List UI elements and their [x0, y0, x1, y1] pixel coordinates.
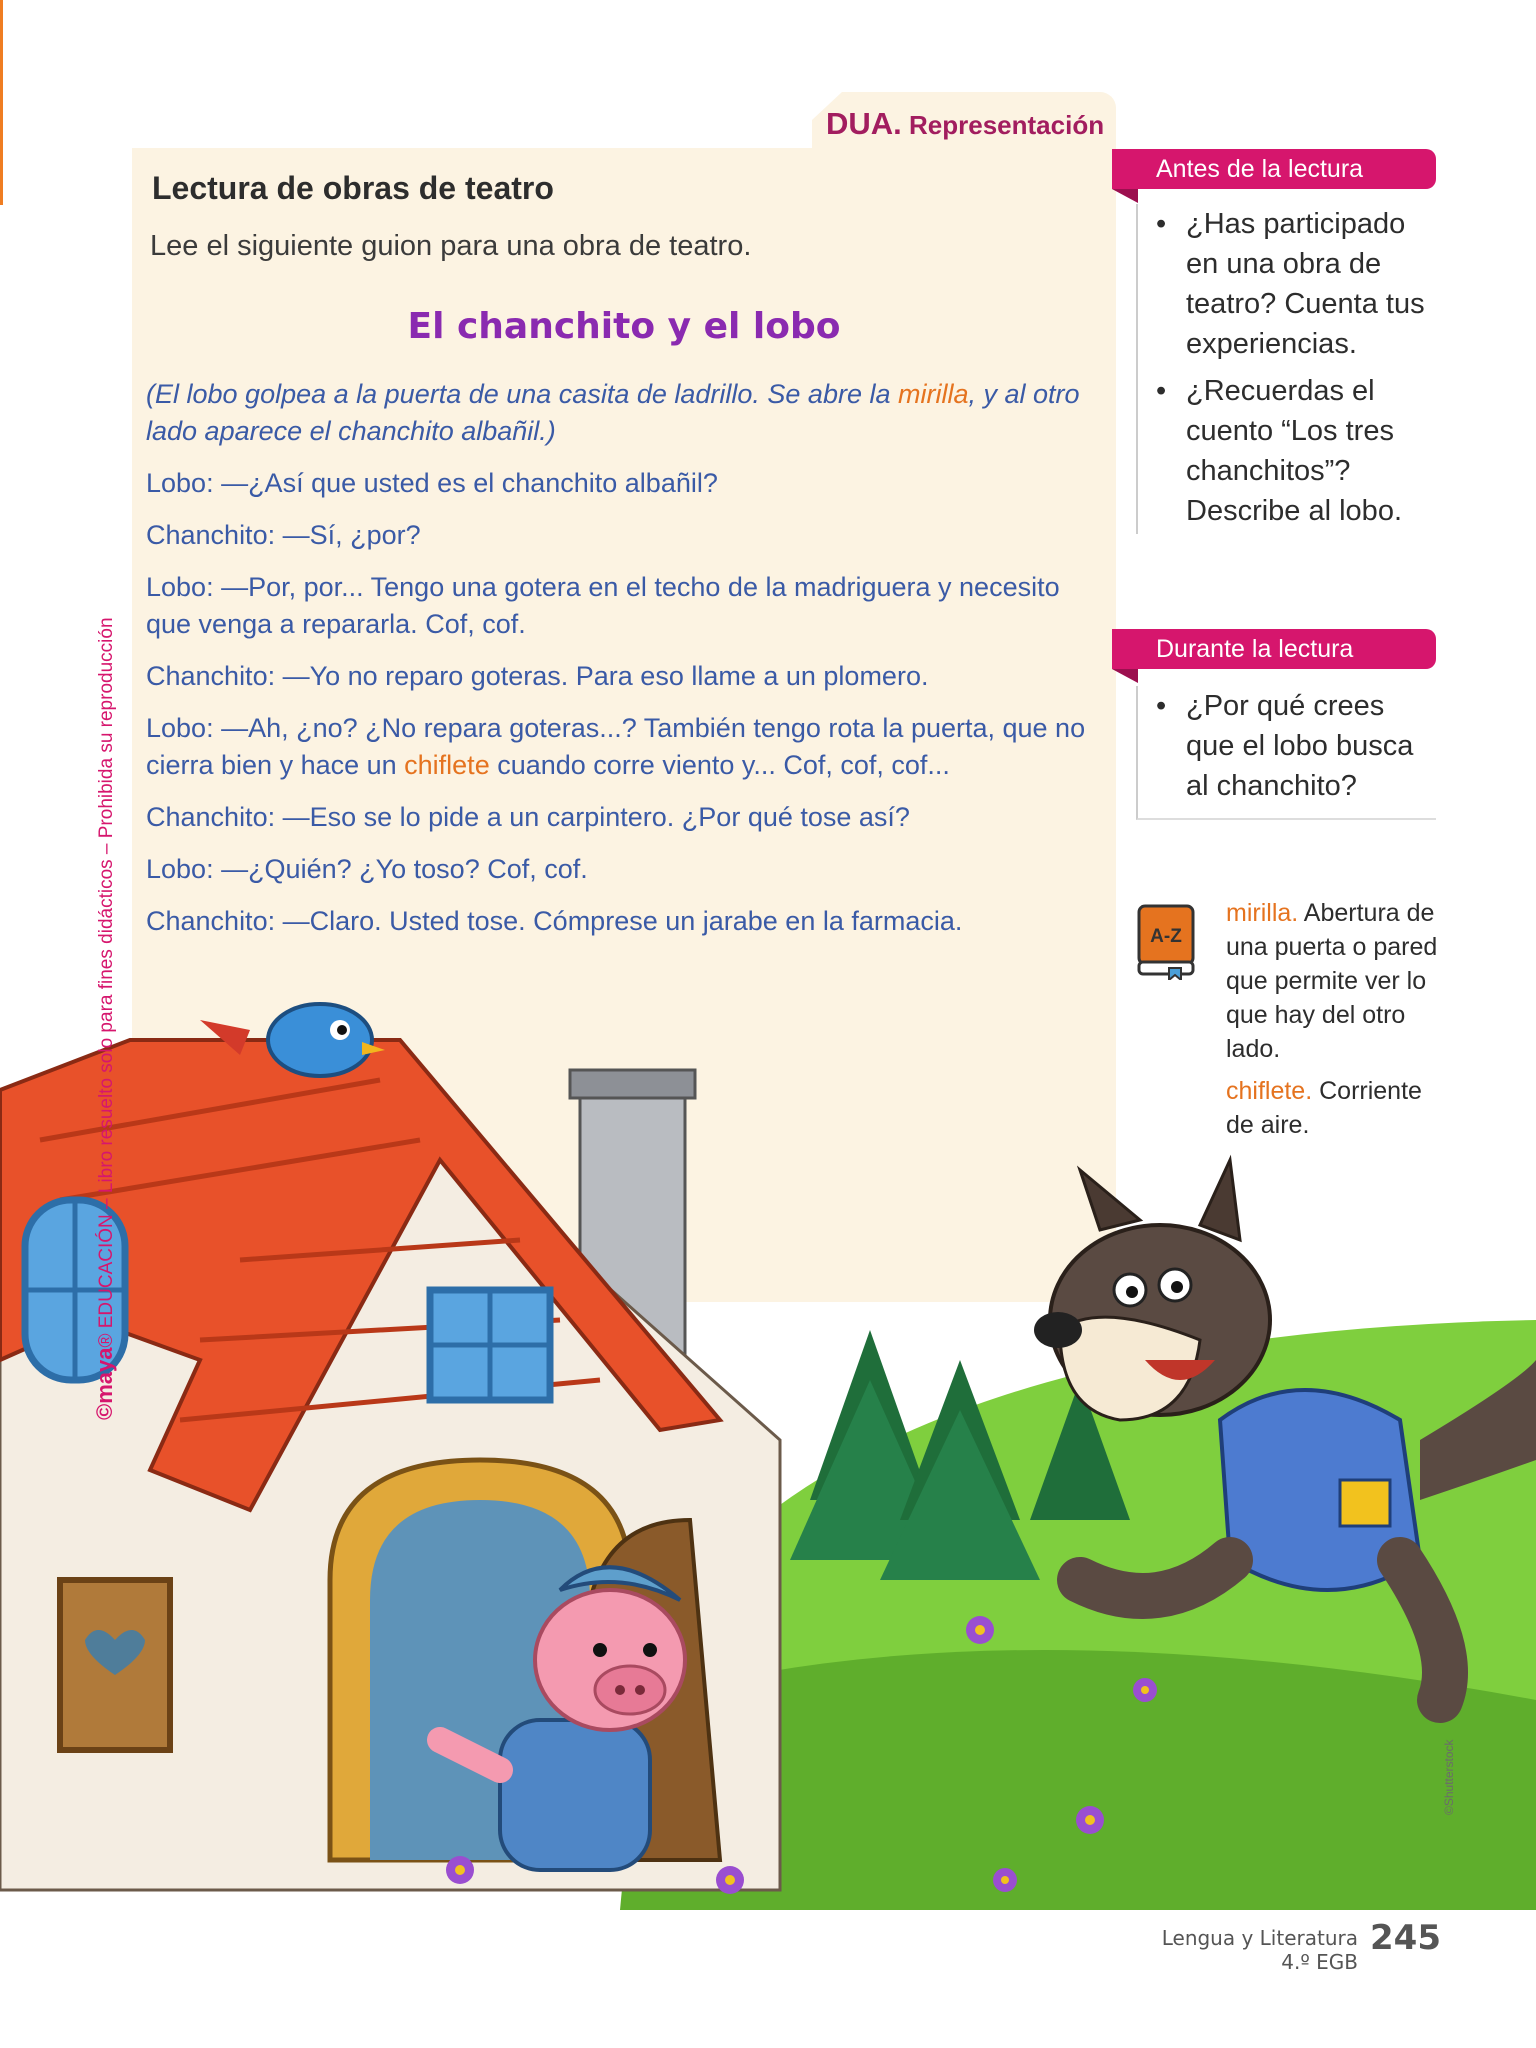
dialogue-line: Chanchito: —Yo no reparo goteras. Para eso llame a un plomero.: [146, 661, 929, 691]
dialogue-line: Chanchito: —Sí, ¿por?: [146, 520, 421, 550]
glossary-term: chiflete.: [1226, 1077, 1313, 1105]
dialogue-line: Chanchito: —Eso se lo pide a un carpintero. ¿Por qué tose así?: [146, 802, 910, 832]
page-edge-accent: [0, 0, 3, 205]
during-reading-heading: Durante la lectura: [1112, 629, 1436, 669]
panel-top-cut: [132, 92, 812, 148]
before-reading-heading: Antes de la lectura: [1112, 149, 1436, 189]
dua-tag: [826, 106, 1104, 142]
glossary-definition: Abertura de una puerta o pared que permite ver lo que hay del otro lado.: [1226, 899, 1438, 1063]
play-script: [146, 376, 1096, 955]
play-title: El chanchito y el lobo: [407, 306, 841, 347]
dialogue-text-before: Lobo: —Ah, ¿no? ¿No repara goteras...? También tengo rota la puerta, que no cierra bien y hace un: [146, 713, 1086, 780]
dictionary-book-icon: [1137, 904, 1195, 980]
dua-tag-strong: DUA.: [826, 106, 902, 141]
stage-text-after: , y al otro lado aparece el chanchito albañil.): [146, 379, 1080, 446]
copyright-text: ® EDUCACIÓN – Libro resuelto solo para fines didácticos – Prohibida su reproducción: [96, 617, 117, 1348]
dialogue-text-after: cuando corre viento y... Cof, cof, cof...: [489, 750, 950, 780]
footer-subject: [1162, 1926, 1358, 1974]
glossary-word-chiflete: chiflete: [404, 750, 490, 780]
before-reading-question: • ¿Has participado en una obra de teatro? Cuenta tus experiencias.: [1138, 204, 1436, 364]
dialogue-line: Lobo: —¿Quién? ¿Yo toso? Cof, cof.: [146, 854, 588, 884]
page-number: 245: [1370, 1918, 1441, 1958]
dialogue-line: Lobo: —¿Así que usted es el chanchito albañil?: [146, 468, 718, 498]
dialogue-line: [146, 710, 1096, 784]
stage-text-before: (El lobo golpea a la puerta de una casita de ladrillo. Se abre la: [146, 379, 898, 409]
glossary-word-mirilla: mirilla: [898, 379, 969, 409]
dictionary-icon-label: A-Z: [1150, 926, 1182, 947]
shutter-with-heart: [60, 1580, 170, 1750]
instruction: Lee el siguiente guion para una obra de teatro.: [150, 230, 752, 262]
dialogue-line: Lobo: —Por, por... Tengo una gotera en el techo de la madriguera y necesito que venga a repararla. Cof, cof.: [146, 572, 1060, 639]
stage-direction: [146, 376, 1096, 450]
image-credit: ©Shutterstock: [1442, 1739, 1456, 1815]
before-reading-box: [1136, 204, 1436, 534]
before-reading-question: • ¿Recuerdas el cuento “Los tres chanchitos”? Describe al lobo.: [1138, 371, 1436, 531]
house-window: [430, 1290, 550, 1400]
publisher-brand: ©maya: [92, 1347, 117, 1420]
dialogue-line: Chanchito: —Claro. Usted tose. Cómprese un jarabe en la farmacia.: [146, 906, 963, 936]
dua-tag-rest: Representación: [909, 110, 1105, 140]
section-title: Lectura de obras de teatro: [152, 170, 554, 206]
subject-name: Lengua y Literatura: [1161, 1926, 1358, 1950]
during-reading-box: [1136, 686, 1436, 820]
grade-level: 4.º EGB: [1281, 1950, 1358, 1974]
during-reading-question: • ¿Por qué crees que el lobo busca al chanchito?: [1138, 686, 1436, 806]
copyright-notice: [92, 540, 122, 1420]
glossary-definition: Corriente de aire.: [1226, 1077, 1422, 1139]
glossary-term: mirilla.: [1226, 899, 1299, 927]
story-illustration: [0, 1000, 1536, 1910]
